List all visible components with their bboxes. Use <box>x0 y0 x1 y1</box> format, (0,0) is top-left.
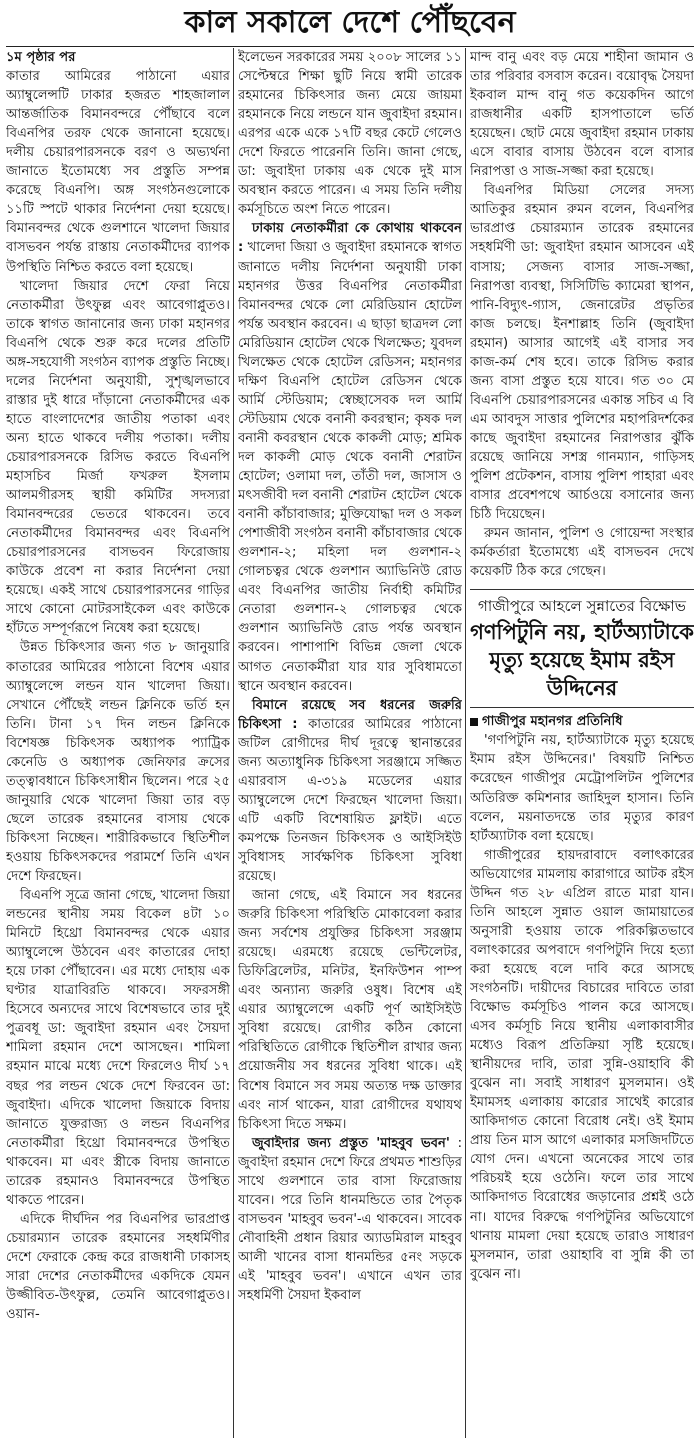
paragraph: খালেদা জিয়ার দেশে ফেরা নিয়ে নেতাকর্মীরা উৎফুল্ল এবং আবেগাপ্লুতও। তাকে স্বাগত জানানোর জন্য ঢাকা মহানগর বিএনপি থেকে শুরু করে দলের প্রতিটি অঙ্গ-সহযোগী সংগঠন ব্যাপক প্রস্তুতি নিচ্ছে। দলের নির্দেশনা অনুযায়ী, সুশৃঙ্খলভাবে রাস্তার দুই ধারে দাঁড়ানো নেতাকর্মীদের এক হাতে বাংলাদেশের জাতীয় পতাকা এবং অন্য হাতে থাকবে দলীয় পতাকা। দলীয় চেয়ারপারসনকে রিসিভ করতে বিএনপি মহাসচিব মির্জা ফখরুল ইসলাম আলমগীরসহ স্থায়ী কমিটির সদস্যরা বিমানবন্দরের ভেতরে থাকবেন। তবে নেতাকর্মীদের বিমানবন্দর এবং বিএনপি চেয়ারপারসনের বাসভবন ফিরোজায় কাউকে প্রবেশ না করার নির্দেশনা দেয়া হয়েছে। একই সাথে চেয়ারপারসনের গাড়ির সাথে কোনো মোটরসাইকেল এবং কাউকে হাঁটতে সম্পূর্ণরূপে নিষেধ করা হয়েছে। <box>6 278 230 637</box>
paragraph: রুমন জানান, পুলিশ ও গোয়েন্দা সংস্থার কর্মকর্তারা ইতোমধ্যে এই বাসভবন দেখে কয়েকটি ঠিক করে গেছেন। <box>470 526 694 580</box>
paragraph: গাজীপুরের হায়দরাবাদে বলাৎকারের অভিযোগের মামলায় কারাগারে আটক রইস উদ্দিন গত ২৮ এপ্রিল রাতে মারা যান। তিনি আহলে সুন্নাত ওয়াল জামায়াতের অনুসারী হওয়ায় তাকে পরিকল্পিতভাবে বলাৎকারের অপবাদে গণপিটুনি দিয়ে হত্যা করা হয়েছে বলে দাবি করে আসছে সংগঠনটি। দায়ীদের বিচারের দাবিতে তারা বিক্ষোভ কর্মসূচিও পালন করে আসছে। এসব কর্মসূচি নিয়ে স্থানীয় এলাকাবাসীর মধ্যেও বিরূপ প্রতিক্রিয়া সৃষ্টি হয়েছে। স্থানীয়দের দাবি, তারা সুন্নি-ওয়াহাবি কী বুঝেন না। সবাই সাধারণ মুসলমান। ওই ইমামসহ এলাকায় কারোর সাথেই কারোর আকিদাগত কোনো বিরোধ নেই। ওই ইমাম প্রায় তিন মাস আগে এলাকার মসজিদটিতে যোগ দেন। এখনো অনেকের সাথে তার পরিচয়ই হয়ে ওঠেনি। ফলে তার সাথে আকিদাগত বিরোধের জড়ানোর প্রশ্নই ওঠে না। যাদের বিরুদ্ধে গণপিটুনির অভিযোগে থানায় মামলা দেয়া হয়েছে তারাও সাধারণ মুসলমান, তারা ওয়াহাবি বা সুন্নি কী তা বুঝেন না। <box>470 847 694 1282</box>
column-divider <box>233 48 234 1438</box>
section-paragraph <box>238 696 462 886</box>
continuation-kicker: ১ম পৃষ্ঠার পর <box>6 50 76 65</box>
paragraph: এদিকে দীর্ঘদিন পর বিএনপির ভারপ্রাপ্ত চেয়ারম্যান তারেক রহমানের সহধর্মিণীর দেশে ফেরাকে কেন্দ্র করে রাজধানী ঢাকাসহ সারা দেশের নেতাকর্মীদের একদিকে যেমন উজ্জীবিত-উৎফুল্ল, তেমনি আবেগাপ্লুতও। ওয়ান- <box>6 1211 230 1323</box>
section-body: : জুবাইদা রহমান দেশে ফিরে প্রথমত শাশুড়ির সাথে গুলশানে তার বাসা ফিরোজায় যাবেন। পরে তিনি ধানমন্ডিতে তার পৈতৃক বাসভবন 'মাহবুব ভবন'-এ থাকবেন। সাবেক নৌবাহিনী প্রধান রিয়ার অ্যাডমিরাল মাহবুব আলী খানের বাসা ধানমন্ডির ৫নং সড়কে এই 'মাহবুব ভবন'। এখানে এখন তার সহধর্মিণী সৈয়দা ইকবাল <box>238 1135 462 1304</box>
section-paragraph <box>238 1134 462 1305</box>
column-3 <box>470 48 694 1438</box>
box-headline: গণপিটুনি নয়, হার্টঅ্যাটাকে মৃত্যু হয়েছে ইমাম রইস উদ্দিনের <box>470 620 694 701</box>
byline-text: গাজীপুর মহানগর প্রতিনিধি <box>482 714 623 730</box>
paragraph: মান্দ বানু এবং বড় মেয়ে শাহীনা জামান ও তার পরিবার বসবাস করেন। বয়োবৃদ্ধ সৈয়দা ইকবাল মান্দ বানু গত কয়েকদিন আগে রাজধানীর একটি হাসপাতালে ভর্তি হয়েছেন। ছোট মেয়ে জুবাইদা রহমান ঢাকায় এসে বাবার বাসায় উঠবেন বলে বাসার নিরাপত্তা ও সাজ-সজ্জা করা হয়েছে। <box>470 50 694 180</box>
column-2 <box>238 48 462 1438</box>
section-body: কাতারের আমিরের পাঠানো জটিল রোগীদের দীর্ঘ দূরত্বে স্থানান্তরের জন্য অত্যাধুনিক চিকিৎসা সরঞ্জামে সজ্জিত এয়ারবাস এ-৩১৯ মডেলের এয়ার অ্যাম্বুলেন্সে দেশে ফিরছেন খালেদা জিয়া। এটি একটি বিশেষায়িত ফ্লাইট। এতে কমপক্ষে তিনজন চিকিৎসক ও আইসিইউ সুবিধাসহ সার্বক্ষণিক চিকিৎসা সুবিধা রয়েছে। <box>238 716 462 885</box>
paragraph: কাতার আমিরের পাঠানো এয়ার অ্যাম্বুলেন্সটি ঢাকার হজরত শাহজালাল আন্তর্জাতিক বিমানবন্দরে পৌঁছাবে বলে বিএনপির তরফ থেকে জানানো হয়েছে। দলীয় চেয়ারপারসনকে বরণ ও অভ্যর্থনা জানাতে ইতোমধ্যে সব প্রস্তুতি সম্পন্ন করেছে বিএনপি। অঙ্গ সংগঠনগুলোকে ১১টি স্পটে থাকার নির্দেশনা দেয়া হয়েছে। বিমানবন্দর থেকে গুলশানে খালেদা জিয়ার বাসভবন পর্যন্ত রাস্তায় নেতাকর্মীদের ব্যাপক উপস্থিতি নিশ্চিত করতে বলা হয়েছে। <box>6 69 230 275</box>
section-body: খালেদা জিয়া ও জুবাইদা রহমানকে স্বাগত জানাতে দলীয় নির্দেশনা অনুযায়ী ঢাকা মহানগর উত্তর বিএনপির নেতাকর্মীরা বিমানবন্দর থেকে লো মেরিডিয়ান হোটেল পর্যন্ত অবস্থান করবেন। এ ছাড়া ছাত্রদল লো মেরিডিয়ান হোটেল থেকে খিলক্ষেত; যুবদল খিলক্ষেত থেকে হোটেল রেডিসন; মহানগর দক্ষিণ বিএনপি হোটেল রেডিসন থেকে আর্মি স্টেডিয়াম; স্বেচ্ছাসেবক দল আর্মি স্টেডিয়াম থেকে বনানী কবরস্থান; কৃষক দল বনানী কবরস্থান থেকে কাকলী মোড়; শ্রমিক দল কাকলী মোড় থেকে বনানী শেরাটন হোটেল; ওলামা দল, তাঁতী দল, জাসাস ও মৎসজীবী দল বনানী শেরাটন হোটেল থেকে বনানী কাঁচাবাজার; মুক্তিযোদ্ধা দল ও সকল পেশাজীবী সংগঠন বনানী কাঁচাবাজার থেকে গুলশান-২; মহিলা দল গুলশান-২ গোলচত্বর থেকে গুলশান অ্যাভিনিউ রোড এবং বিএনপির জাতীয় নির্বাহী কমিটির নেতারা গুলশান-২ গোলচত্বর থেকে গুলশান অ্যাভিনিউ রোড পর্যন্ত অবস্থান করবেন। পাশাপাশি বিভিন্ন জেলা থেকে আগত নেতাকর্মীরা যার যার সুবিধামতো স্থানে অবস্থান করবেন। <box>238 240 462 694</box>
column-divider <box>465 48 466 1438</box>
box-overline: গাজীপুরে আহলে সুন্নাতের বিক্ষোভ <box>478 597 686 616</box>
byline <box>470 712 694 731</box>
paragraph: বিএনপির মিডিয়া সেলের সদস্য আতিকুর রহমান রুমন বলেন, বিএনপির ভারপ্রাপ্ত চেয়ারম্যান তারেক রহমানের সহধর্মিণী ডা: জুবাইদা রহমান আসবেন এই বাসায়; সেজন্য বাসার সাজ-সজ্জা, নিরাপত্তা ব্যবস্থা, সিসিটিভি ক্যামেরা স্থাপন, পানি-বিদ্যুৎ-গ্যাস, জেনারেটর প্রভৃতির কাজ চলছে। ইনশাল্লাহ তিনি (জুবাইদা রহমান) আসার আগেই এই বাসার সব কাজ-কর্ম শেষ হবে। তাকে রিসিভ করার জন্য বাসা প্রস্তুত হয়ে যাবে। গত ৩০ মে বিএনপি চেয়ারপারসনের একান্ত সচিব এ বি এম আবদুস সাত্তার পুলিশের মহাপরিদর্শকের কাছে জুবাইদা রহমানের নিরাপত্তার ঝুঁকি রয়েছে জানিয়ে সশস্ত্র গানম্যান, গাড়িসহ পুলিশ প্রটেকশন, বাসায় পুলিশ পাহারা এবং বাসার প্রবেশপথে আর্চওয়ে বসানোর জন্য চিঠি দিয়েছেন। <box>470 183 694 523</box>
subheading: জুবাইদার জন্য প্রস্তুত 'মাহবুব ভবন' <box>252 1135 450 1151</box>
paragraph: উন্নত চিকিৎসার জন্য গত ৮ জানুয়ারি কাতারের আমিরের পাঠানো বিশেষ এয়ার অ্যাম্বুলেন্সে লন্ডন যান খালেদা জিয়া। সেখানে পৌঁছেই লন্ডন ক্লিনিকে ভর্তি হন তিনি। টানা ১৭ দিন লন্ডন ক্লিনিকে বিশেষজ্ঞ চিকিৎসক অধ্যাপক প্যাট্রিক কেনেডি ও অধ্যাপক জেনিফার ক্রসের তত্ত্বাবধানে চিকিৎসাধীন ছিলেন। পরে ২৫ জানুয়ারি থেকে খালেদা জিয়া তার বড় ছেলে তারেক রহমানের বাসায় থেকে চিকিৎসা নিচ্ছেন। শারীরিকভাবে স্থিতিশীল হওয়ায় চিকিৎসকদের পরামর্শে তিনি এখন দেশে ফিরছেন। <box>6 640 230 885</box>
paragraph: জানা গেছে, এই বিমানে সব ধরনের জরুরি চিকিৎসা পরিস্থিতি মোকাবেলা করার জন্য সর্বশেষ প্রযুক্তির চিকিৎসা সরঞ্জাম রয়েছে। এরমধ্যে রয়েছে ভেন্টিলেটর, ডিফিব্রিলেটর, মনিটর, ইনফিউশন পাম্প এবং অন্যান্য জরুরি ওষুধ। বিশেষ এই এয়ার অ্যাম্বুলেন্সে একটি পূর্ণ আইসিইউ সুবিধা রয়েছে। রোগীর কঠিন কোনো পরিস্থিতিতে রোগীকে স্থিতিশীল রাখার জন্য প্রয়োজনীয় সব ধরনের সুবিধা থাকে। এই বিশেষ বিমানে সব সময় অত্যন্ত দক্ষ ডাক্তার এবং নার্স থাকেন, যারা রোগীদের যথাযথ চিকিৎসা দিতে সক্ষম। <box>238 888 462 1132</box>
news-box-heading <box>470 589 694 708</box>
column-1 <box>6 48 230 1438</box>
square-bullet-icon <box>470 718 478 726</box>
paragraph: 'গণপিটুনি নয়, হার্টঅ্যাটাকে মৃত্যু হয়েছে ইমাম রইস উদ্দিনের।' বিষয়টি নিশ্চিত করেছেন গাজীপুর মেট্রোপলিটন পুলিশের অতিরিক্ত কমিশনার জাহিদুল হাসান। তিনি বলেন, ময়নাতদন্তে তার মৃত্যুর কারণ হার্টঅ্যাটাক বলা হয়েছে। <box>470 733 694 844</box>
page-headline: কাল সকালে দেশে পৌঁছবেন <box>184 5 516 40</box>
section-paragraph <box>238 219 462 695</box>
headline-rule <box>6 46 694 47</box>
subheading: ঢাকায় নেতাকর্মীরা কে কোথায় থাকবেন : <box>238 221 462 256</box>
paragraph: ইলেভেন সরকারের সময় ২০০৮ সালের ১১ সেপ্টেম্বরে শিক্ষা ছুটি নিয়ে স্বামী তারেক রহমানের চিকিৎসার জন্য মেয়ে জায়মা রহমানকে নিয়ে লন্ডনে যান জুবাইদা রহমান। এরপর একে একে ১৭টি বছর কেটে গেলেও দেশে ফিরতে পারেননি তিনি। জানা গেছে, ডা: জুবাইদা ঢাকায় এক থেকে দুই মাস অবস্থান করতে পারেন। এ সময় তিনি দলীয় কর্মসূচিতে অংশ নিতে পারেন। <box>238 50 462 218</box>
paragraph: বিএনপি সূত্রে জানা গেছে, খালেদা জিয়া লন্ডনের স্থানীয় সময় বিকেল ৪টা ১০ মিনিটে হিথ্রো বিমানবন্দর থেকে এয়ার অ্যাম্বুলেন্সে উঠবেন এবং কাতারের দোহা হয়ে ঢাকা পৌঁছাবেন। এর মধ্যে দোহায় এক ঘণ্টার যাত্রাবিরতি থাকবে। সফরসঙ্গী হিসেবে অন্যদের সাথে বিশেষভাবে তার দুই পুত্রবধূ ডা: জুবাইদা রহমান এবং সৈয়দা শামিলা রহমান দেশে আসছেন। শামিলা রহমান মাঝে মধ্যে দেশে ফিরলেও দীর্ঘ ১৭ বছর পর লন্ডন থেকে দেশে ফিরবেন ডা: জুবাইদা। এদিকে খালেদা জিয়াকে বিদায় জানাতে যুক্তরাজ্য ও লন্ডন বিএনপির নেতাকর্মীরা হিথ্রো বিমানবন্দরে উপস্থিত থাকবেন। মা এবং স্ত্রীকে বিদায় জানাতে তারেক রহমানও বিমানবন্দরে উপস্থিত থাকতে পারেন। <box>6 888 230 1208</box>
subheading: বিমানে রয়েছে সব ধরনের জরুরি চিকিৎসা : <box>238 697 462 732</box>
